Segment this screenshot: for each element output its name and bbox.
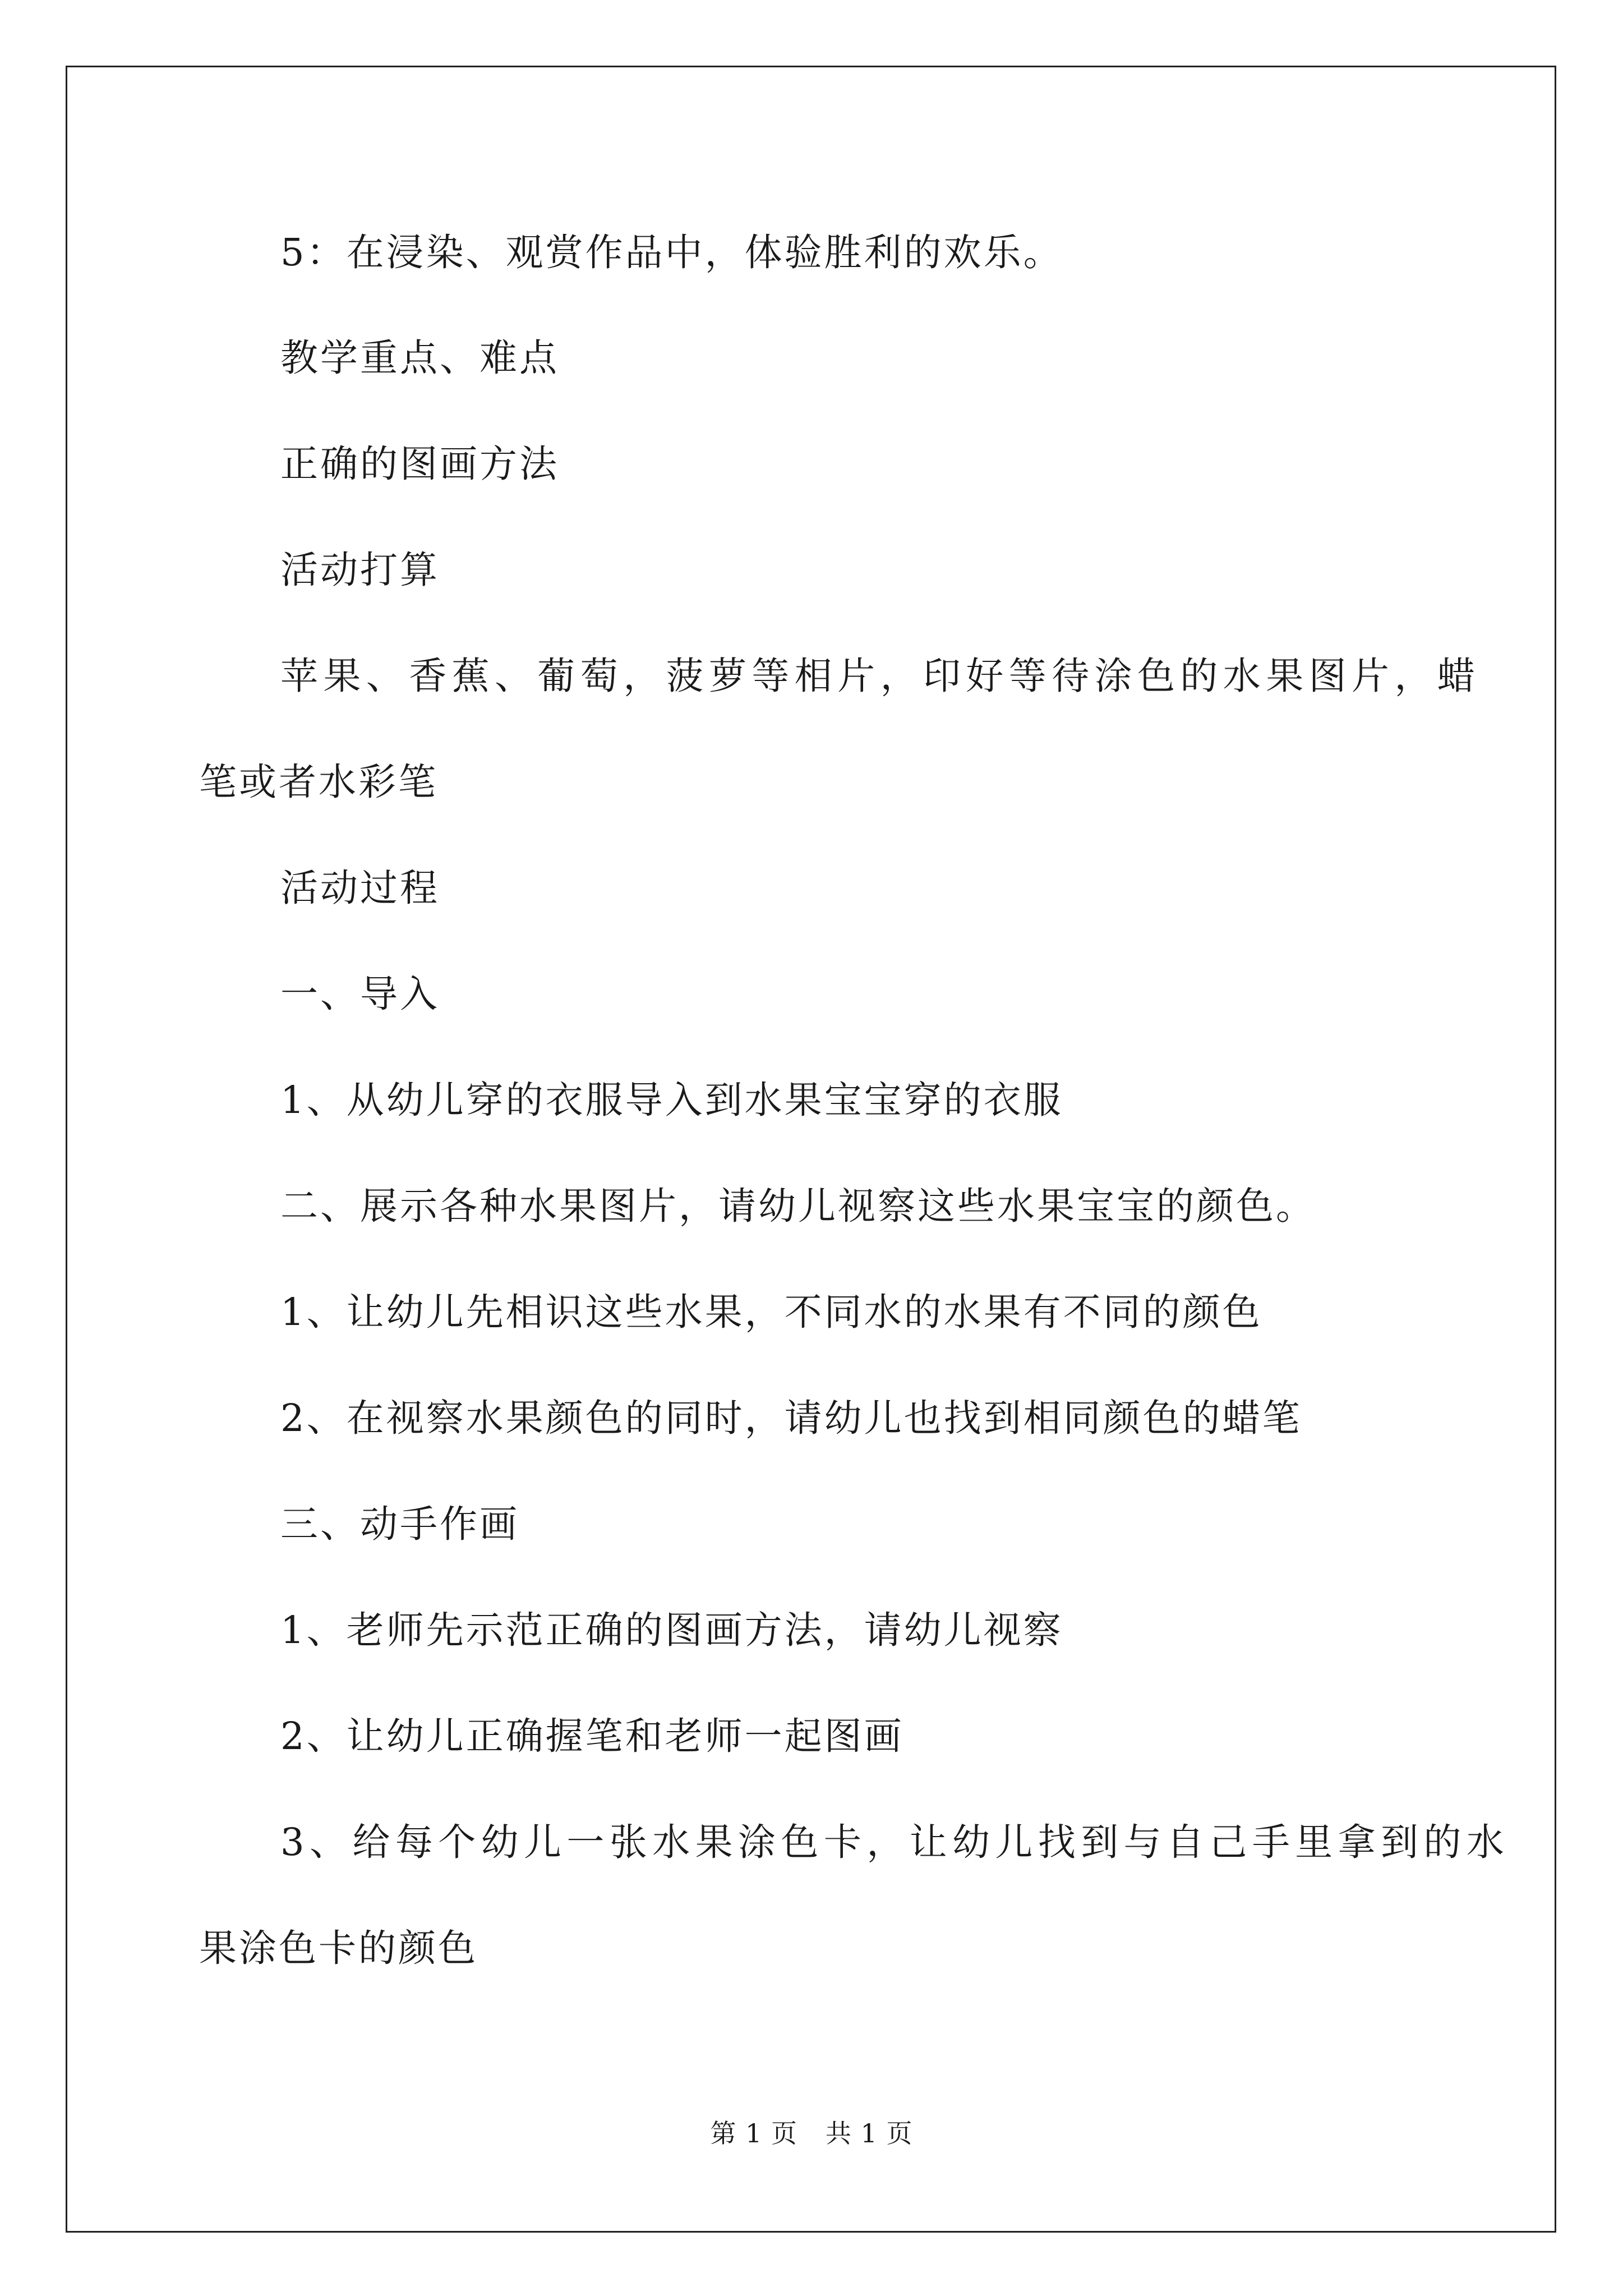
heading-section-1: 一、导入	[280, 972, 440, 1016]
text-line-step-2-2: 2、在视察水果颜色的同时，请幼儿也找到相同颜色的蜡笔	[280, 1396, 1302, 1440]
page-border	[66, 66, 1556, 2233]
heading-process: 活动过程	[280, 866, 440, 910]
text-line-step-3-3-cont: 果涂色卡的颜色	[199, 1926, 478, 1970]
heading-section-3: 三、动手作画	[280, 1502, 519, 1546]
text-line-materials: 苹果、香蕉、葡萄，菠萝等相片，印好等待涂色的水果图片，蜡	[280, 654, 1481, 698]
text-line-step-3-2: 2、让幼儿正确握笔和老师一起图画	[280, 1714, 904, 1758]
text-line-method: 正确的图画方法	[280, 442, 559, 486]
heading-preparation: 活动打算	[280, 548, 440, 592]
text-line-step-3-1: 1、老师先示范正确的图画方法，请幼儿视察	[280, 1608, 1063, 1652]
page-number: 第 1 页	[710, 2118, 797, 2148]
page-footer	[0, 2116, 1623, 2150]
page-total: 共 1 页	[826, 2118, 913, 2148]
text-line-materials-cont: 笔或者水彩笔	[199, 760, 438, 804]
text-line-step-1-1: 1、从幼儿穿的衣服导入到水果宝宝穿的衣服	[280, 1078, 1063, 1122]
text-line-step-3-3: 3、给每个幼儿一张水果涂色卡，让幼儿找到与自己手里拿到的水	[280, 1820, 1510, 1864]
heading-section-2: 二、展示各种水果图片，请幼儿视察这些水果宝宝的颜色。	[280, 1184, 1316, 1228]
text-line-goal-5: 5：在浸染、观赏作品中，体验胜利的欢乐。	[280, 231, 1063, 274]
text-line-step-2-1: 1、让幼儿先相识这些水果，不同水的水果有不同的颜色	[280, 1290, 1262, 1334]
heading-key-points: 教学重点、难点	[280, 336, 559, 380]
